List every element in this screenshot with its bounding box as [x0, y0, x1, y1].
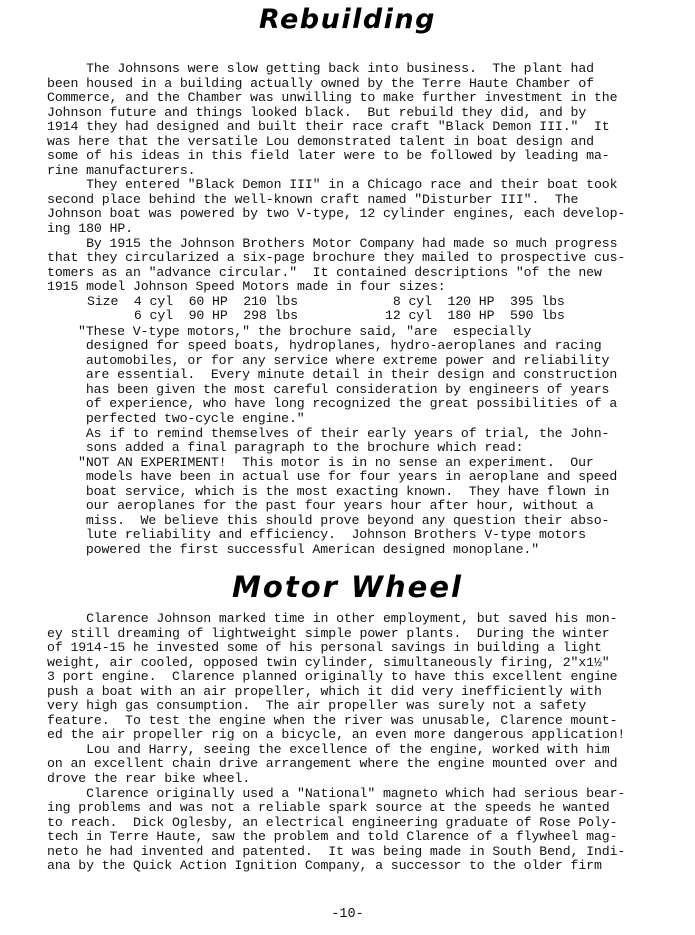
- text-line: tomers as an "advance circular." It contained descriptions "of the new: [47, 264, 602, 280]
- text-line: As if to remind themselves of their early years of trial, the John-: [78, 425, 610, 441]
- text-line: ed the air propeller rig on a bicycle, an even more dangerous application!: [47, 727, 626, 743]
- text-line: 3 port engine. Clarence planned originally to have this excellent engine: [47, 669, 618, 685]
- text-line: ing problems and was not a reliable spark source at the speeds he wanted: [47, 800, 610, 816]
- text-line: been housed in a building actually owned by the Terre Haute Chamber of: [47, 75, 594, 91]
- text-line: They entered "Black Demon III" in a Chicago race and their boat took: [47, 177, 618, 193]
- text-line: some of his ideas in this field later were to be followed by leading ma-: [47, 148, 610, 164]
- text-line: push a boat with an air propeller, which it did very inefficiently with: [47, 683, 602, 699]
- text-line: sons added a final paragraph to the brochure which read:: [78, 440, 524, 456]
- text-line: of experience, who have long recognized the great possibilities of a: [78, 396, 618, 412]
- text-line: The Johnsons were slow getting back into business. The plant had: [47, 61, 594, 76]
- text-line: Clarence originally used a "National" magneto which had serious bear-: [47, 785, 626, 801]
- heading-motor-wheel: Motor Wheel: [232, 570, 463, 604]
- heading-rebuilding: Rebuilding: [259, 4, 436, 35]
- text-line: weight, air cooled, opposed twin cylinder, simultaneously firing, 2"x1½": [47, 654, 610, 670]
- text-line: of 1914-15 he invested some of his personal savings in building a light: [47, 640, 602, 656]
- text-line: second place behind the well-known craft named "Disturber III". The: [47, 191, 579, 207]
- text-line: to reach. Dick Oglesby, an electrical engineering graduate of Rose Poly-: [47, 814, 618, 830]
- text-line: boat service, which is the most exacting known. They have flown in: [78, 483, 610, 499]
- section-rebuilding: [0, 62, 625, 558]
- text-line: tech in Terre Haute, saw the problem and told Clarence of a flywheel mag-: [47, 829, 618, 845]
- text-line: neto he had invented and patented. It was being made in South Bend, Indi-: [47, 843, 626, 859]
- sizes-right-row: 12 cyl 180 HP 590 lbs: [385, 308, 565, 324]
- text-line: that they circularized a six-page brochure they mailed to prospective cus-: [47, 250, 626, 266]
- text-line: "NOT AN EXPERIMENT! This motor is in no sense an experiment. Our: [78, 454, 594, 470]
- paragraph: [0, 62, 625, 178]
- text-line: 1915 model Johnson Speed Motors made in four sizes:: [47, 279, 446, 295]
- text-line: Johnson boat was powered by two V-type, 12 cylinder engines, each develop-: [47, 206, 626, 222]
- paragraph: [0, 427, 625, 456]
- text-line: on an excellent chain drive arrangement where the engine mounted over and: [47, 756, 618, 772]
- text-line: miss. We believe this should prove beyond any question their abso-: [78, 512, 610, 528]
- text-line: Lou and Harry, seeing the excellence of the engine, worked with him: [47, 741, 610, 757]
- text-line: feature. To test the engine when the river was unusable, Clarence mount-: [47, 712, 618, 728]
- text-line: was here that the versatile Lou demonstrated talent in boat design and: [47, 133, 594, 149]
- text-line: very high gas consumption. The air propeller was surely not a safety: [47, 698, 587, 714]
- text-line: drove the rear bike wheel.: [47, 771, 251, 787]
- page-number: -10-: [331, 907, 364, 922]
- text-line: Johnson future and things looked black. But rebuild they did, and by: [47, 104, 587, 120]
- brochure-quote: [0, 456, 625, 558]
- text-line: "These V-type motors," the brochure said, "are especially: [78, 323, 532, 339]
- paragraph: [0, 237, 625, 295]
- text-line: By 1915 the Johnson Brothers Motor Company had made so much progress: [47, 235, 618, 251]
- text-line: ing 180 HP.: [47, 221, 133, 237]
- sizes-left-row: 6 cyl 90 HP 298 lbs: [87, 308, 298, 324]
- paragraph: [0, 178, 625, 236]
- text-line: powered the first successful American designed monoplane.": [78, 541, 540, 557]
- text-line: ana by the Quick Action Ignition Company, a successor to the older firm: [47, 858, 602, 874]
- paragraph: [0, 787, 625, 874]
- text-line: our aeroplanes for the past four years hour after hour, without a: [78, 498, 594, 514]
- engine-sizes-table: [0, 295, 625, 325]
- paragraph: [0, 743, 625, 787]
- text-line: are essential. Every minute detail in their design and construction: [78, 367, 618, 383]
- sizes-left-row: Size 4 cyl 60 HP 210 lbs: [87, 293, 298, 309]
- paragraph: [0, 612, 625, 743]
- text-line: lute reliability and efficiency. Johnson Brothers V-type motors: [78, 527, 586, 543]
- text-line: automobiles, or for any service where extreme power and reliability: [78, 352, 610, 368]
- section-motor-wheel: [0, 612, 625, 874]
- sizes-right-row: 8 cyl 120 HP 395 lbs: [385, 293, 565, 309]
- text-line: ey still dreaming of lightweight simple power plants. During the winter: [47, 625, 610, 641]
- text-line: models have been in actual use for four years in aeroplane and speed: [78, 469, 618, 485]
- text-line: has been given the most careful consideration by engineers of years: [78, 381, 610, 397]
- text-line: Clarence Johnson marked time in other employment, but saved his mon-: [47, 611, 618, 626]
- brochure-quote: [0, 325, 625, 427]
- text-line: designed for speed boats, hydroplanes, hydro-aeroplanes and racing: [78, 338, 602, 354]
- text-line: rine manufacturers.: [47, 162, 196, 178]
- text-line: Commerce, and the Chamber was unwilling to make further investment in the: [47, 90, 618, 106]
- text-line: 1914 they had designed and built their race craft "Black Demon III." It: [47, 119, 610, 135]
- text-line: perfected two-cycle engine.": [78, 411, 305, 427]
